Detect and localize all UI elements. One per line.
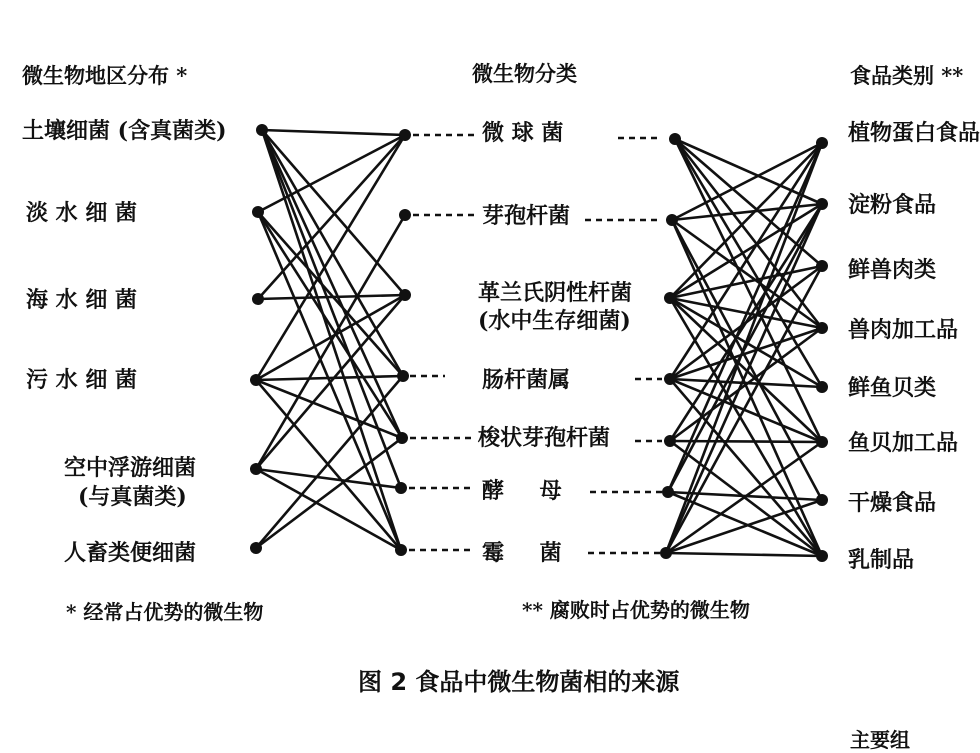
edge-L5-M6 <box>256 469 401 488</box>
node-dot-mr6 <box>662 486 674 498</box>
right-label-processed-meat: 兽肉加工品 <box>848 317 959 343</box>
middle-label-clostridium: 梭状芽孢杆菌 <box>478 425 611 451</box>
node-dot-ml6 <box>395 482 407 494</box>
left-label-fecal: 人畜类便细菌 <box>64 540 197 566</box>
middle-label-micrococcus: 微 球 菌 <box>482 120 564 146</box>
header-food-category: 食品类别 ** <box>850 63 964 88</box>
edge-L1-M1 <box>262 130 405 135</box>
edge-L2-M4 <box>258 212 403 376</box>
middle-label-gram-neg-2: (水中生存细菌) <box>478 308 631 334</box>
node-dot-mr1 <box>669 133 681 145</box>
left-label-airborne-1: 空中浮游细菌 <box>64 455 197 481</box>
right-label-processed-seafood: 鱼贝加工品 <box>848 430 959 456</box>
corner-text: 主要组 <box>850 728 910 752</box>
right-label-fresh-seafood: 鲜鱼贝类 <box>848 375 937 401</box>
middle-label-bacillus: 芽孢杆菌 <box>482 203 571 229</box>
edge-M7-R8 <box>666 553 822 556</box>
edge-L2-M7 <box>258 212 401 550</box>
edge-L6-M5 <box>256 438 402 548</box>
middle-label-mold: 霉 菌 <box>482 540 576 566</box>
left-label-seawater: 海 水 细 菌 <box>26 287 137 313</box>
left-label-freshwater: 淡 水 细 菌 <box>26 200 137 226</box>
node-dot-r1 <box>816 137 828 149</box>
node-dot-mr2 <box>666 214 678 226</box>
edge-M1-R4 <box>675 139 822 328</box>
node-dot-l5 <box>250 463 262 475</box>
node-dot-ml4 <box>397 370 409 382</box>
node-dot-r3 <box>816 260 828 272</box>
node-dot-ml1 <box>399 129 411 141</box>
middle-label-yeast: 酵 母 <box>482 478 576 504</box>
node-dot-r8 <box>816 550 828 562</box>
edge-M5-R6 <box>670 441 822 442</box>
node-dot-l3 <box>252 293 264 305</box>
node-dot-l4 <box>250 374 262 386</box>
node-dot-r7 <box>816 494 828 506</box>
node-dot-mr3 <box>664 292 676 304</box>
right-label-dairy: 乳制品 <box>848 547 915 573</box>
node-dot-mr4 <box>664 373 676 385</box>
footnote-spoilage: ** 腐败时占优势的微生物 <box>522 598 750 622</box>
node-dot-l6 <box>250 542 262 554</box>
node-dot-l2 <box>252 206 264 218</box>
middle-label-gram-neg-1: 革兰氏阴性杆菌 <box>478 280 633 306</box>
node-dot-ml7 <box>395 544 407 556</box>
node-dot-r4 <box>816 322 828 334</box>
node-dot-mr7 <box>660 547 672 559</box>
right-label-fresh-meat: 鲜兽肉类 <box>848 257 937 283</box>
header-classification: 微生物分类 <box>472 61 577 86</box>
figure-caption: 图 2 食品中微生物菌相的来源 <box>358 668 680 696</box>
right-label-dried-food: 干燥食品 <box>848 490 937 516</box>
right-label-starch: 淀粉食品 <box>848 192 937 218</box>
node-dot-r5 <box>816 381 828 393</box>
node-dot-r2 <box>816 198 828 210</box>
middle-label-enterobacter: 肠杆菌属 <box>482 367 571 393</box>
left-label-airborne-2: (与真菌类) <box>78 484 187 510</box>
footnote-dominant: * 经常占优势的微生物 <box>66 600 264 624</box>
left-label-sewage: 污 水 细 菌 <box>26 367 137 393</box>
node-dot-r6 <box>816 436 828 448</box>
left-label-soil: 土壤细菌 (含真菌类) <box>22 118 227 144</box>
node-dot-ml2 <box>399 209 411 221</box>
node-dot-l1 <box>256 124 268 136</box>
node-dot-mr5 <box>664 435 676 447</box>
edge-L6-M4 <box>256 376 403 548</box>
header-distribution: 微生物地区分布 * <box>22 63 188 88</box>
node-dot-ml3 <box>399 289 411 301</box>
right-label-plant-protein: 植物蛋白食品 <box>848 120 980 146</box>
node-dot-ml5 <box>396 432 408 444</box>
